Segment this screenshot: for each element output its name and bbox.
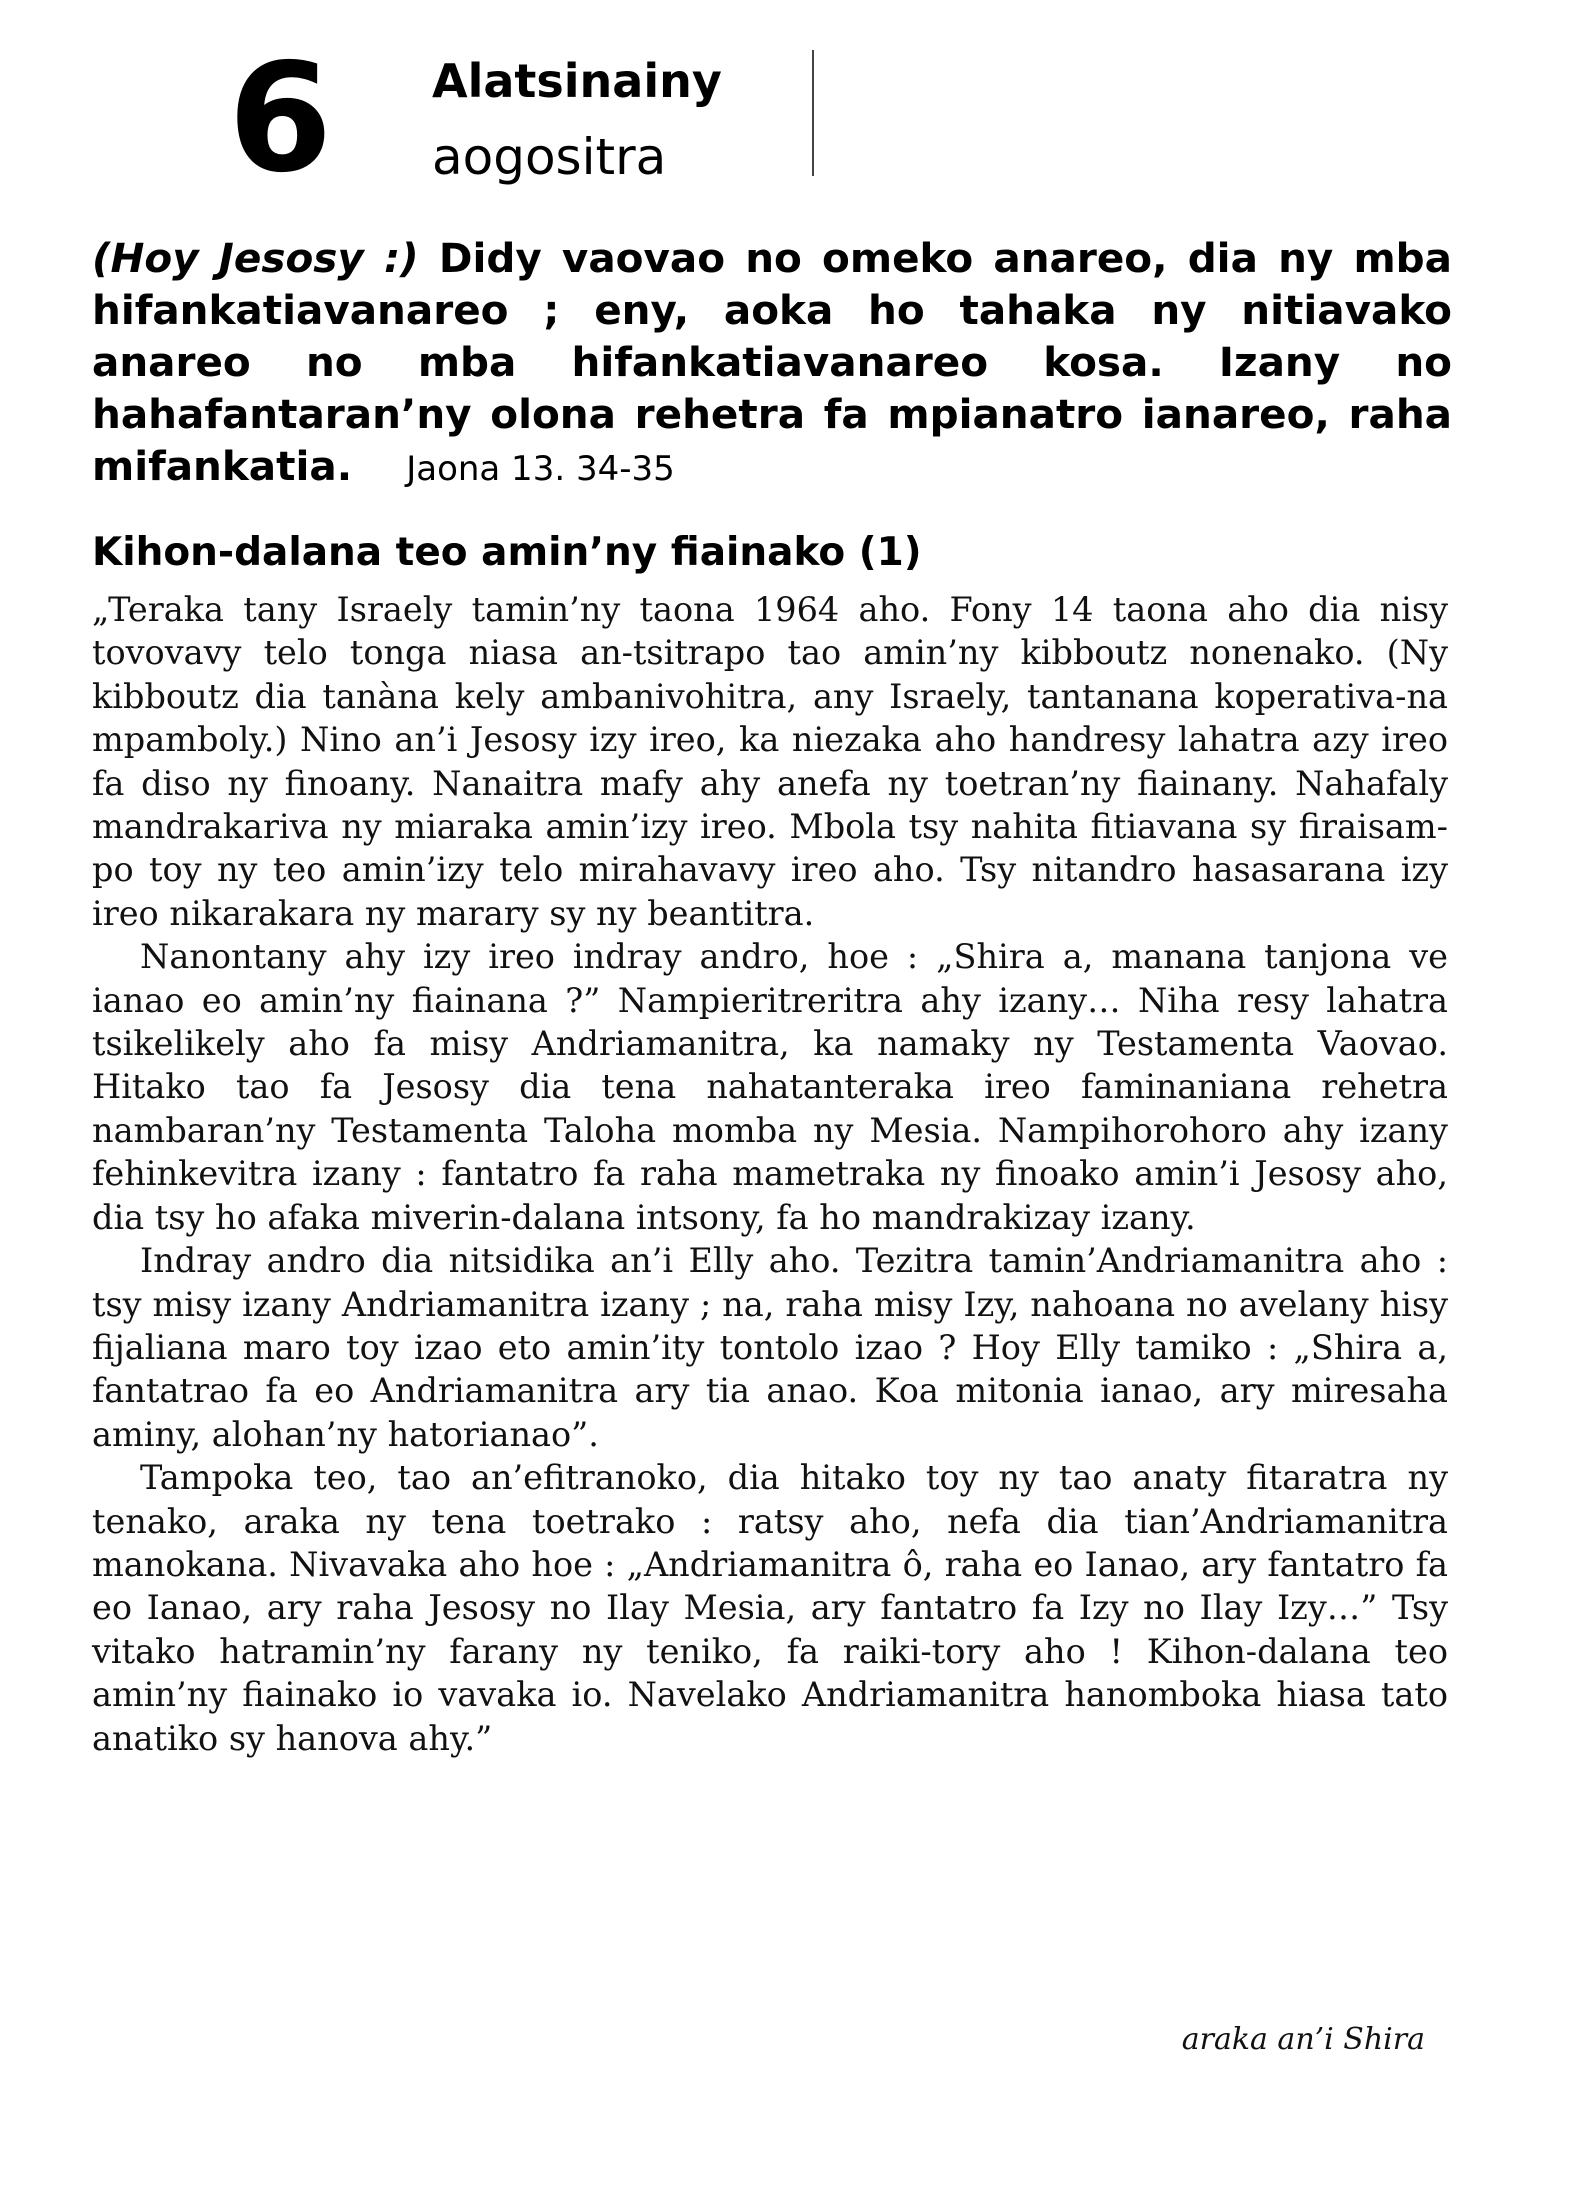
day-number: 6	[228, 32, 331, 206]
article-signature: araka an’i Shira	[1181, 2022, 1425, 2057]
article-body	[92, 588, 1448, 1760]
bible-verse	[92, 232, 1452, 495]
verse-text: Didy vaovao no omeko anareo, dia ny mba hifankatiavanareo ; eny, aoka ho tahaka ny nitiavako anareo no mba hifankatiavanareo kosa. Izany no hahafantaran’ny olona rehetra fa mpianatro ianareo, raha mifankatia.	[92, 234, 1453, 490]
article-paragraph-1: „Teraka tany Israely tamin’ny taona 1964 aho. Fony 14 taona aho dia nisy tovovavy telo tonga niasa an-tsitrapo tao amin’ny kibboutz nonenako. (Ny kibboutz dia tanàna kely ambanivohitra, any Israely, tantanana koperativa-na mpamboly.) Nino an’i Jesosy izy ireo, ka niezaka aho handresy lahatra azy ireo fa diso ny finoany. Nanaitra mafy ahy anefa ny toetran’ny fiainany. Nahafaly mandrakariva ny miaraka amin’izy ireo. Mbola tsy nahita fitiavana sy firaisam-po toy ny teo amin’izy telo mirahavavy ireo aho. Tsy nitandro hasasarana izy ireo nikarakara ny marary sy ny beantitra.	[92, 590, 1448, 933]
article-paragraph-3: Indray andro dia nitsidika an’i Elly aho. Tezitra tamin’Andriamanitra aho : tsy misy izany Andriamanitra izany ; na, raha misy Izy, nahoana no avelany hisy fijaliana maro toy izao eto amin’ity tontolo izao ? Hoy Elly tamiko : „Shira a, fantatrao fa eo Andriamanitra ary tia anao. Koa mitonia ianao, ary miresaha aminy, alohan’ny hatorianao”.	[92, 1241, 1448, 1454]
article-paragraph-4: Tampoka teo, tao an’efitranoko, dia hitako toy ny tao anaty fitaratra ny tenako, araka ny tena toetrako : ratsy aho, nefa dia tian’Andriamanitra manokana. Nivavaka aho hoe : „Andriamanitra ô, raha eo Ianao, ary fantatro fa eo Ianao, ary raha Jesosy no Ilay Mesia, ary fantatro fa Izy no Ilay Izy…” Tsy vitako hatramin’ny farany ny teniko, fa raiki-tory aho ! Kihon-dalana teo amin’ny fiainako io vavaka io. Navelako Andriamanitra hanomboka hiasa tato anatiko sy hanova ahy.”	[92, 1458, 1448, 1758]
month-name: aogositra	[432, 128, 667, 186]
verse-reference: Jaona 13. 34-35	[406, 449, 675, 489]
verse-speaker: (Hoy Jesosy :)	[92, 234, 419, 282]
header-divider	[812, 50, 814, 176]
day-name: Alatsinainy	[432, 54, 722, 108]
article-paragraph-2: Nanontany ahy izy ireo indray andro, hoe : „Shira a, manana tanjona ve ianao eo amin’ny fiainana ?” Nampieritreritra ahy izany… Niha resy lahatra tsikelikely aho fa misy Andriamanitra, ka namaky ny Testamenta Vaovao. Hitako tao fa Jesosy dia tena nahatanteraka ireo faminaniana rehetra nambaran’ny Testamenta Taloha momba ny Mesia. Nampihorohoro ahy izany fehinkevitra izany : fantatro fa raha mametraka ny finoako amin’i Jesosy aho, dia tsy ho afaka miverin-dalana intsony, fa ho mandrakizay izany.	[92, 937, 1448, 1237]
article-title: Kihon-dalana teo amin’ny fiainako (1)	[92, 530, 922, 575]
